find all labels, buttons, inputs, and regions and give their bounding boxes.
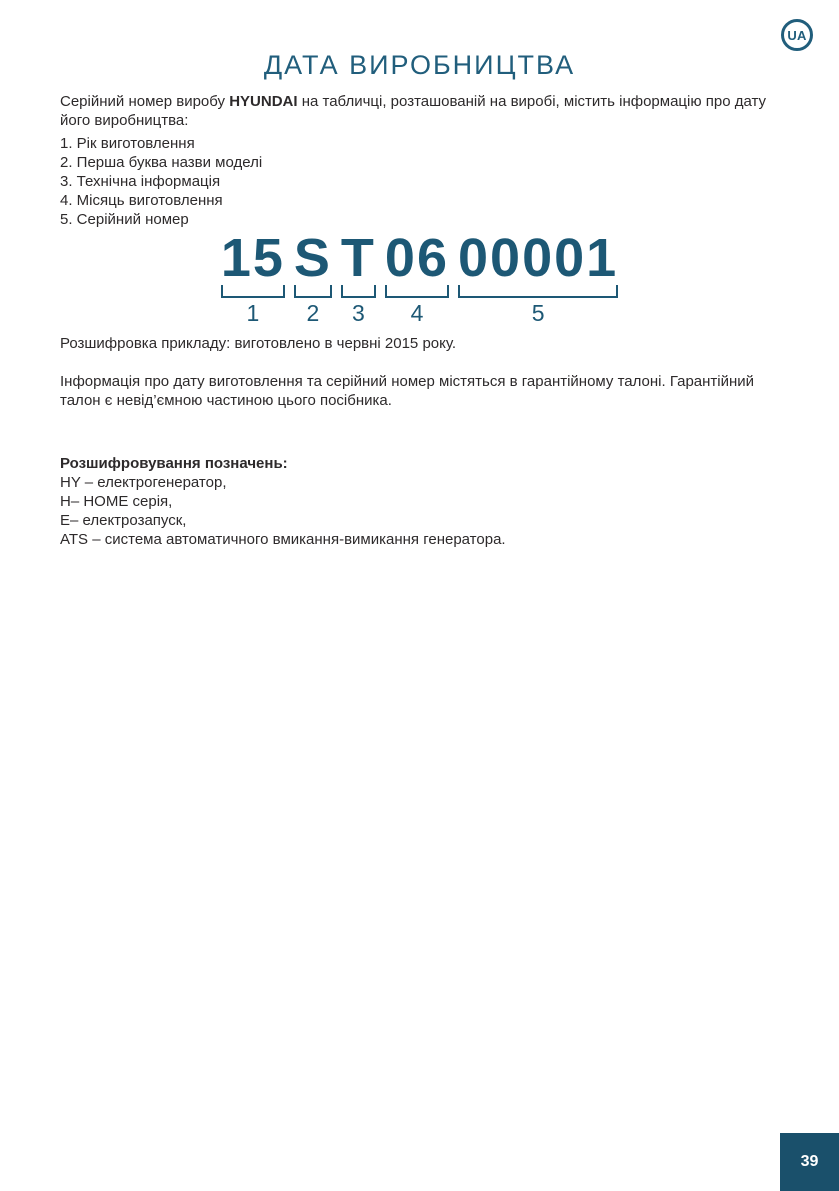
serial-chars: 06: [384, 228, 449, 288]
serial-chars: T: [340, 228, 376, 288]
serial-chars: S: [293, 228, 332, 288]
serial-group: [384, 228, 449, 327]
ua-language-badge: [781, 19, 813, 51]
group-bracket: [385, 285, 449, 298]
serial-structure-list: [60, 134, 779, 229]
brand-name: HYUNDAI: [229, 93, 298, 110]
group-label: 2: [306, 300, 320, 326]
group-bracket: [294, 285, 332, 298]
legend-item: ATS – система автоматичного вмикання-вимикання генератора.: [60, 531, 506, 548]
legend-heading: Розшифровування позначень:: [60, 455, 288, 472]
intro-text-before: Серійний номер виробу: [60, 93, 230, 110]
group-label: 1: [246, 300, 260, 326]
page-title: ДАТА ВИРОБНИЦТВА: [263, 50, 576, 80]
group-label: 5: [531, 300, 545, 326]
serial-group: [340, 228, 376, 327]
intro-text-after: на табличці, розташованій на виробі, містить інформацію про дату його виробництва:: [60, 93, 767, 129]
warranty-note: Інформація про дату виготовлення та серійний номер містяться в гарантійному талоні. Гарантійний талон є невід’ємною частиною цього посібника.: [60, 373, 755, 409]
serial-number-diagram: [0, 228, 839, 327]
list-item: 2. Перша буква назви моделі: [60, 154, 263, 171]
legend-item: HY – електрогенератор,: [60, 474, 227, 491]
list-item: 5. Серійний номер: [60, 211, 189, 228]
ua-badge-label: UA: [787, 27, 807, 43]
page-number-box: [780, 1133, 839, 1191]
group-label: 4: [410, 300, 424, 326]
legend-list: [60, 473, 779, 549]
serial-group: [220, 228, 285, 327]
serial-chars: 15: [220, 228, 285, 288]
group-bracket: [221, 285, 285, 298]
intro-paragraph: [60, 92, 770, 130]
serial-group: [293, 228, 332, 327]
group-bracket: [341, 285, 376, 298]
group-label: 3: [352, 300, 365, 326]
decoding-example: Розшифровка прикладу: виготовлено в червні 2015 року.: [60, 335, 457, 352]
serial-chars: 00001: [458, 228, 619, 288]
list-item: 4. Місяць виготовлення: [60, 192, 223, 209]
page-number: 39: [800, 1153, 819, 1170]
list-item: 1. Рік виготовлення: [60, 135, 195, 152]
serial-group: [458, 228, 619, 327]
legend-item: E– електрозапуск,: [60, 512, 187, 529]
group-bracket: [458, 285, 618, 298]
list-item: 3. Технічна інформація: [60, 173, 221, 190]
legend-item: H– HOME серія,: [60, 493, 173, 510]
